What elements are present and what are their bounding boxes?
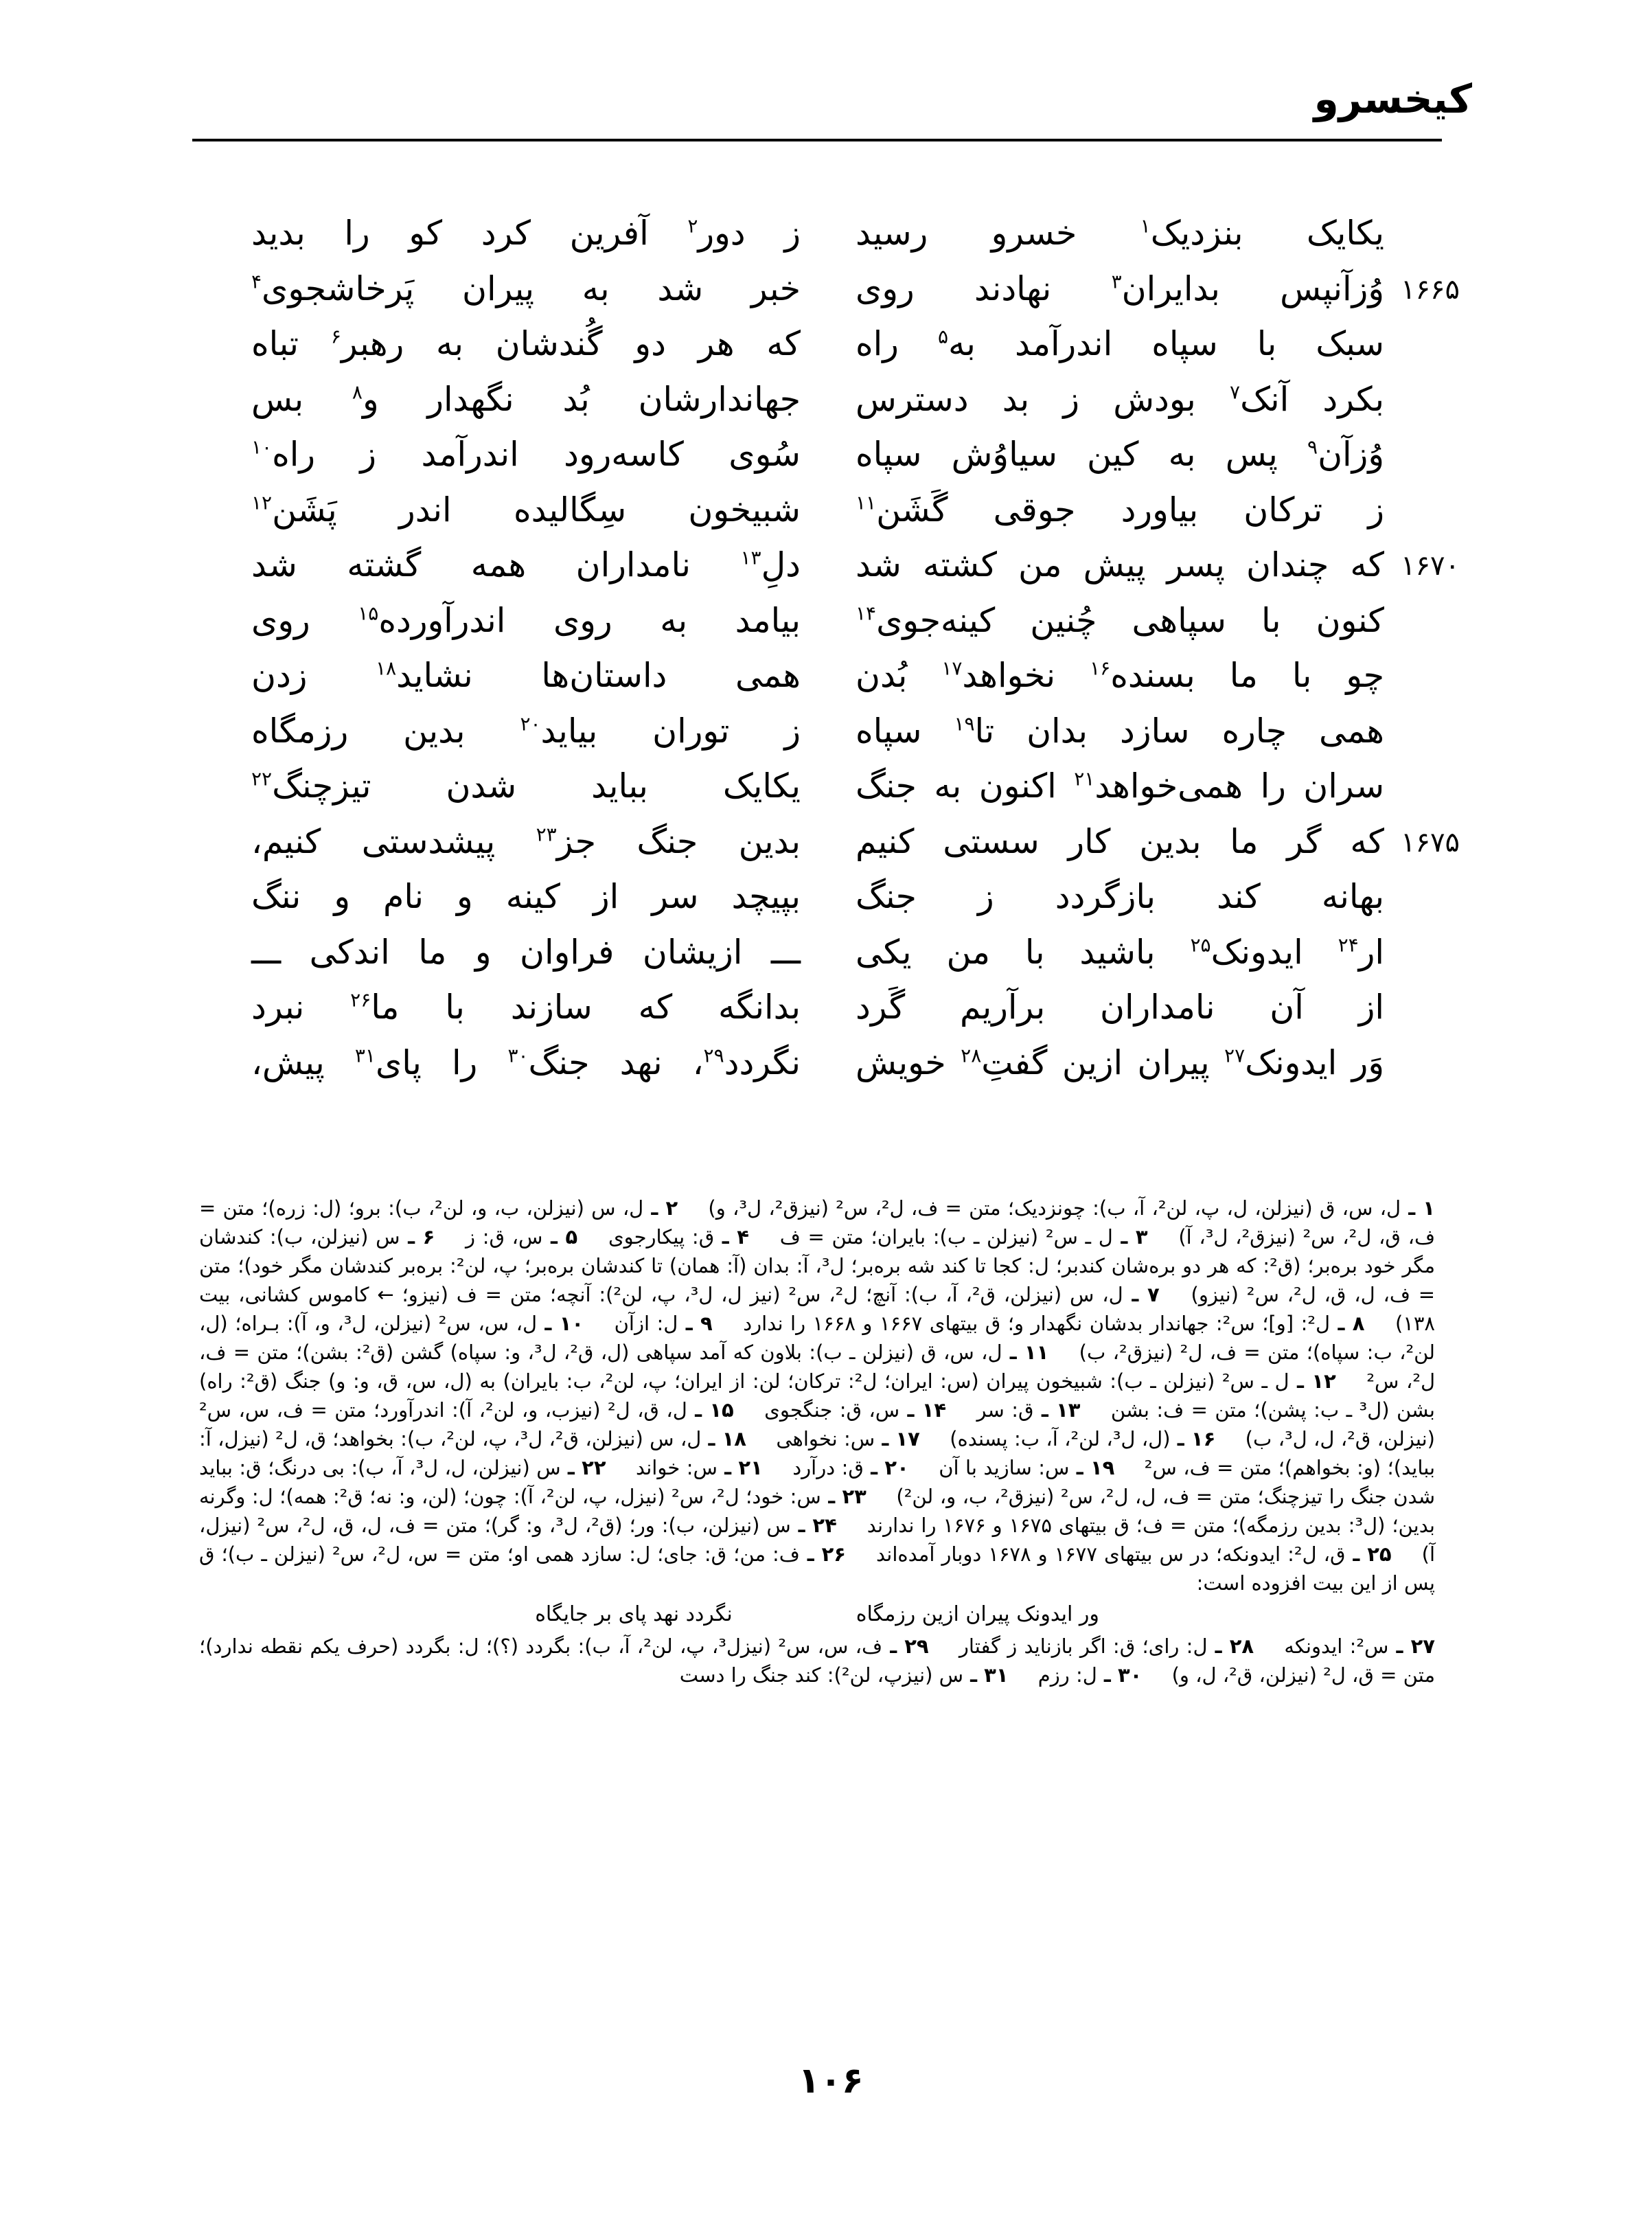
footnote-text: ل، س، ق (نیزلن ـ ب): بلاون که آمد سپاهی (ل، ق²، ل³، و: سپاه) گشن (ق²: بشن)؛ متن = ف، ل²، س²: [199, 1341, 1436, 1393]
right-hemistich-column: [856, 206, 1384, 1091]
hemistich-right: از آن نامداران برآریم گَرد: [856, 988, 1384, 1027]
header-rule: [192, 139, 1442, 141]
footnote-marker: ۳: [1111, 270, 1122, 293]
hemistich-left: ز توران بیاید$^{۲۰}$ بدین رزمگاه: [251, 711, 801, 751]
footnote-number: ۲۹ ـ: [882, 1635, 929, 1658]
hemistich-left: خبر شد به پیران پَرخاشجوی$^۴$: [251, 269, 801, 308]
footnote-number: ۲۳ ـ: [821, 1485, 867, 1508]
footnote-text: ل، س، ق (نیزلن، ل، پ، لن²، آ، ب): چونزدیک؛ متن = ف، ل²، س² (نیزق²، ل³، و): [708, 1196, 1401, 1220]
footnote-number: ۷ ـ: [1123, 1283, 1160, 1306]
hemistich-right: بهانه کند بازگردد ز جنگ: [856, 877, 1384, 916]
footnote-marker: ۳۰: [507, 1044, 529, 1067]
footnote-number: ۲ ـ: [643, 1196, 678, 1220]
footnote-text: س: سازید با آن: [939, 1456, 1070, 1479]
hemistich-left: شبیخون سِگالیده اندر پَشَن$^{۱۲}$: [251, 490, 801, 529]
page-number: ۱۰۶: [798, 2060, 864, 2102]
footnote-text: ق: درآرد: [792, 1456, 864, 1479]
footnote-marker: ۱۸: [376, 657, 397, 680]
footnote-marker: ۱: [1140, 214, 1151, 238]
footnote-number: ۹ ـ: [678, 1312, 713, 1335]
footnote-text: ق: سر: [976, 1398, 1034, 1422]
footnote-text: ل، س (نیزلن، ق²، آ، ب): آنچ؛ ل²، س² (نیز ل، ل³، پ، لن²): آنچه؛ متن = ف (نیزو؛ ← کاموس کشانی، بیت ۱۳۸): [199, 1283, 1436, 1335]
footnote-text: س، ق: ز: [466, 1225, 543, 1249]
footnote-number: ۲۰ ـ: [863, 1456, 909, 1479]
footnote-marker: ۱۲: [251, 491, 273, 514]
footnote: [1038, 1663, 1143, 1687]
footnote-marker: ۲۰: [520, 712, 541, 736]
footnote: [608, 1225, 749, 1249]
footnote-marker: ۲۸: [961, 1044, 982, 1067]
footnote-text: س (نیزلن، ب): ور؛ (ق²، ل³، و: گر)؛ متن = ف، ل، ق، ل²، س² (نیزل، آ): [199, 1514, 1436, 1566]
hemistich-left: سُوی کاسه‌رود اندرآمد ز راه$^{۱۰}$: [251, 435, 801, 474]
footnote-number: ۱۵ ـ: [687, 1398, 734, 1422]
footnote-number: ۵ ـ: [542, 1225, 578, 1249]
footnote-number: ۲۲ ـ: [560, 1456, 606, 1479]
footnote-text: ل: ازآن: [614, 1312, 678, 1335]
footnote-number: ۱۳ ـ: [1033, 1398, 1081, 1422]
footnote-marker: ۱۹: [954, 712, 975, 736]
hemistich-right: بکرد آنک$^۷$ بودش ز بد دسترس: [856, 379, 1384, 419]
footnote-marker: ۱۶: [1090, 657, 1111, 680]
footnote-number: ۲۴ ـ: [790, 1514, 837, 1537]
hemistich-right: که چندان پسر پیش من کشته شد: [856, 545, 1384, 584]
footnote-number: ۳۰ ـ: [1097, 1663, 1143, 1687]
footnote-text: ل: رای؛ ق: اگر بازناید ز گفتار: [959, 1635, 1208, 1658]
footnote-marker: ۵: [937, 325, 949, 348]
footnote-number: ۴ ـ: [714, 1225, 749, 1249]
footnote-text: ل، س (نیزلن، ب، و، لن²، ب): برو؛ (ل: زره)؛ متن = ف، ق، ل²، س² (نیزق²، ل³، آ): [199, 1196, 1436, 1249]
footnote-marker: ۲۵: [1190, 933, 1211, 957]
footnote-marker: ۱۷: [941, 657, 963, 680]
footnote-number: ۱۰ ـ: [537, 1312, 584, 1335]
footnote-number: ۲۷ ـ: [1388, 1635, 1435, 1658]
footnote: [743, 1312, 1364, 1335]
hemistich-right: وُزآنپس بدایران$^۳$ نهادند روی: [856, 269, 1384, 308]
footnote-marker: ۳۱: [354, 1044, 376, 1067]
hemistich-right: چو با ما بسنده$^{۱۶}$ نخواهد$^{۱۷}$ بُدن: [856, 656, 1384, 695]
footnote-marker: ۲۹: [703, 1044, 724, 1067]
footnote-number: ۱۱ ـ: [1002, 1341, 1049, 1364]
footnote-marker: ۲: [687, 214, 698, 238]
verse-number: ۱۶۷۵: [1401, 826, 1460, 858]
footnote: [977, 1398, 1081, 1422]
footnote-number: ۲۶ ـ: [799, 1542, 846, 1566]
hemistich-left: ز دور$^۲$ آفرین کرد کو را بدید: [251, 214, 801, 253]
hemistich-left: بیامد به روی اندرآورده$^{۱۵}$ روی: [251, 600, 801, 640]
footnote-text: ل، س (نیزلن، ق²، ل³، پ، لن²، ب): بخواهد؛ ق، ل² (نیزل، آ: بباید)؛ (و: بخواهم)؛ متن = ف، س²: [199, 1427, 1436, 1479]
footnote-marker: ۱۴: [856, 602, 877, 625]
footnote-text: س: خود؛ ل²، س² (نیزل، پ، لن²، آ): چون؛ (لن، و: نه؛ ق²: همه)؛ ل: وگرنه بدین؛ (ل³: بدین رزمگه)؛ متن = ف؛ ق بیتهای ۱۶۷۵ و ۱۶۷۶ را ندارند: [199, 1485, 1435, 1537]
footnote-marker: ۹: [1307, 435, 1318, 459]
footnotes-part1: [199, 1196, 1435, 1595]
footnotes: [199, 1194, 1435, 1689]
hemistich-left: ـــ ازیشان فراوان و ما اندکی ـــ: [251, 932, 801, 972]
footnote-number: ۳۱ ـ: [963, 1663, 1009, 1687]
footnote-marker: ۶: [330, 325, 341, 348]
footnote-text: ل، ق، ل² (نیزب، و، لن²، آ): اندرآورد؛ متن = ف، س، س² (نیزلن، ق²، ل، ل³، ب): [199, 1398, 1435, 1450]
footnote-marker: ۷: [1230, 380, 1241, 404]
footnote-marker: ۸: [352, 380, 363, 404]
footnote-marker: ۲۴: [1338, 933, 1359, 957]
footnote-text: س (نیزپ، لن²): کند جنگ را دست: [679, 1663, 964, 1687]
hemistich-right: همی چاره سازد بدان تا$^{۱۹}$ سپاه: [856, 711, 1384, 751]
footnote: [939, 1456, 1114, 1479]
footnote-text: س (نیزلن، ل، ل³، آ، ب): بی درنگ؛ ق: بباید شدن جنگ را تیزچنگ؛ متن = ف، ل، ل²، س² (نیزق²، ب، و، لن²): [199, 1456, 1436, 1508]
footnote: [636, 1456, 763, 1479]
footnote-marker: ۱۳: [740, 546, 761, 569]
footnote-text: ل ـ س² (نیزلن ـ ب): شبیخون پیران (س: ایران؛ ل²: ترکان؛ لن: از ایران؛ پ، لن²، ب: بایران) به (ل، س، ق، و: و) جنگ (ق²: راه) بشن (ل³ ـ ب: پشن)؛ متن = ف: بشن: [199, 1369, 1436, 1422]
left-hemistich-column: [251, 206, 801, 1091]
footnote-marker: ۲۷: [1224, 1044, 1246, 1067]
footnote-text: س²: ایدونکه: [1284, 1635, 1389, 1658]
footnote-number: ۲۵ ـ: [1345, 1542, 1392, 1566]
footnote-text: ل ـ س² (نیزلن ـ ب): بایران؛ متن = ف: [779, 1225, 1113, 1249]
footnote-marker: ۴: [251, 270, 262, 293]
verse-number: ۱۶۷۰: [1401, 550, 1460, 582]
footnote: [780, 1225, 1148, 1249]
footnote-number: ۱۹ ـ: [1069, 1456, 1115, 1479]
footnote: [776, 1427, 920, 1450]
footnote-number: ۲۱ ـ: [717, 1456, 763, 1479]
footnote: [876, 1542, 1392, 1566]
footnote: [466, 1225, 577, 1249]
footnote-text: س: نخواهی: [776, 1427, 875, 1450]
hemistich-right: کنون با سپاهی چُنین کینه‌جوی$^{۱۴}$: [856, 600, 1384, 640]
hemistich-right: ار$^{۲۴}$ ایدونک$^{۲۵}$ باشید با من یکی: [856, 932, 1384, 972]
footnote-text: ل: رزم: [1037, 1663, 1097, 1687]
footnote-number: ۱۴ ـ: [899, 1398, 947, 1422]
footnote-marker: ۲۱: [1074, 767, 1095, 790]
footnote: [792, 1456, 909, 1479]
footnotes-part2: [199, 1635, 1435, 1687]
footnote-marker: ۲۲: [251, 767, 273, 790]
hemistich-right: ز ترکان بیاورد جوقی گَشَن$^{۱۱}$: [856, 490, 1384, 529]
footnote-number: ۲۸ ـ: [1207, 1635, 1254, 1658]
hemistich-right: که گر ما بدین کار سستی کنیم: [856, 821, 1384, 861]
footnote-number: ۳ ـ: [1112, 1225, 1148, 1249]
footnote: [959, 1635, 1254, 1658]
hemistich-left: دلِ$^{۱۳}$ نامداران همه گشته شد: [251, 545, 801, 584]
footnote-number: ۱۶ ـ: [1170, 1427, 1216, 1450]
hemistich-left: نگردد$^{۲۹}$، نهد جنگ$^{۳۰}$ را پای$^{۳۱}$ پیش،: [251, 1043, 801, 1082]
verse-number: ۱۶۶۵: [1401, 273, 1460, 306]
hemistich-right: سبک با سپاه اندرآمد به$^۵$ راه: [856, 324, 1384, 363]
hemistich-right: وَر ایدونک$^{۲۷}$ پیران ازین گفتِ$^{۲۸}$ خویش: [856, 1043, 1385, 1082]
running-title: کیخسرو: [1313, 76, 1472, 122]
footnote-marker: ۱۰: [251, 435, 273, 459]
footnote-text: ل²: [و]؛ س²: جهاندار بدشان نگهدار و؛ ق بیتهای ۱۶۶۷ و ۱۶۶۸ را ندارد: [743, 1312, 1331, 1335]
footnote-number: ۱ ـ: [1401, 1196, 1435, 1220]
added-verse-right: ور ایدونک پیران ازین رزمگاه: [856, 1602, 1099, 1626]
footnote-marker: ۱۱: [856, 491, 877, 514]
footnote-marker: ۲۶: [350, 988, 371, 1012]
hemistich-right: سران را همی‌خواهد$^{۲۱}$ اکنون به جنگ: [856, 766, 1385, 806]
footnote: [1284, 1635, 1435, 1658]
footnote-text: ق، ل²: ایدونکه؛ در س بیتهای ۱۶۷۷ و ۱۶۷۸ دوبار آمده‌اند: [876, 1542, 1346, 1566]
hemistich-left: بدین جنگ جز$^{۲۳}$ پیشدستی کنیم،: [251, 821, 801, 861]
hemistich-left: جهاندارشان بُد نگهدار و$^۸$ بس: [251, 379, 801, 419]
footnote-text: ف: من؛ ق: جای؛ ل: سازد همی او؛ متن = س، ل²، س² (نیزلن ـ ب)؛ ق پس از این بیت افزوده است:: [199, 1542, 1435, 1595]
footnote-number: ۱۷ ـ: [875, 1427, 920, 1450]
hemistich-right: وُزآن$^۹$ پس به کین سیاوُش سپاه: [856, 435, 1384, 474]
hemistich-right: یکایک بنزدیک$^۱$ خسرو رسید: [856, 214, 1384, 253]
footnote-marker: ۱۵: [358, 602, 379, 625]
footnote: [680, 1663, 1009, 1687]
hemistich-left: بپیچد سر از کینه و نام و ننگ: [251, 877, 801, 916]
hemistich-left: همی داستان‌ها نشاید$^{۱۸}$ زدن: [251, 656, 801, 695]
footnote-number: ۸ ـ: [1330, 1312, 1365, 1335]
footnote: [708, 1196, 1435, 1220]
footnote-number: ۶ ـ: [400, 1225, 435, 1249]
footnote: [950, 1427, 1215, 1450]
footnote-number: ۱۸ ـ: [701, 1427, 747, 1450]
footnote-text: س، ق: جنگجوی: [764, 1398, 900, 1422]
footnote-number: ۱۲ ـ: [1289, 1369, 1336, 1393]
footnote-text: س (نیزلن، ب): کندشان مگر خود بره‌بر؛ (ق²: که هر دو بره‌شان کندبر؛ ل: کجا تا کند شه بره‌بر؛ ل³، آ: بدان (آ: همان) تا کندشان بره‌بر؛ پ، لن²: بره‌بر کندشان مگر خود)؛ متن = ف، ل، ق، ل²، س² (نیزو): [199, 1225, 1436, 1306]
added-verse-left: نگردد نهد پای بر جایگاه: [535, 1602, 733, 1626]
footnote-text: (ل، ل³، لن²، آ، ب: پسنده): [950, 1427, 1171, 1450]
footnote: [764, 1398, 946, 1422]
footnote-text: س: خواند: [636, 1456, 718, 1479]
footnote: [615, 1312, 713, 1335]
footnote-text: ل، س، س² (نیزلن، ل³، و، آ): بـراه؛ (ل، لن²، ب: سپاه)؛ متن = ف، ل² (نیزق²، ب): [199, 1312, 1436, 1364]
footnote-marker: ۲۳: [536, 823, 557, 846]
hemistich-left: که هر دو گُندشان به رهبر$^۶$ تباه: [251, 324, 801, 363]
added-verse: [199, 1600, 1435, 1629]
footnote-text: ف، س، س² (نیزل³، پ، لن²، آ، ب): بگردد (؟)؛ ل: بگردد (حرف یکم نقطه ندارد)؛ متن = ق، ل² (نیزلن، ق²، ل، و): [199, 1635, 1435, 1687]
hemistich-left: یکایک بباید شدن تیزچنگ$^{۲۲}$: [251, 766, 801, 806]
footnote-text: ق: پیکارجوی: [608, 1225, 715, 1249]
hemistich-left: بدانگه که سازند با ما$^{۲۶}$ نبرد: [251, 988, 801, 1027]
